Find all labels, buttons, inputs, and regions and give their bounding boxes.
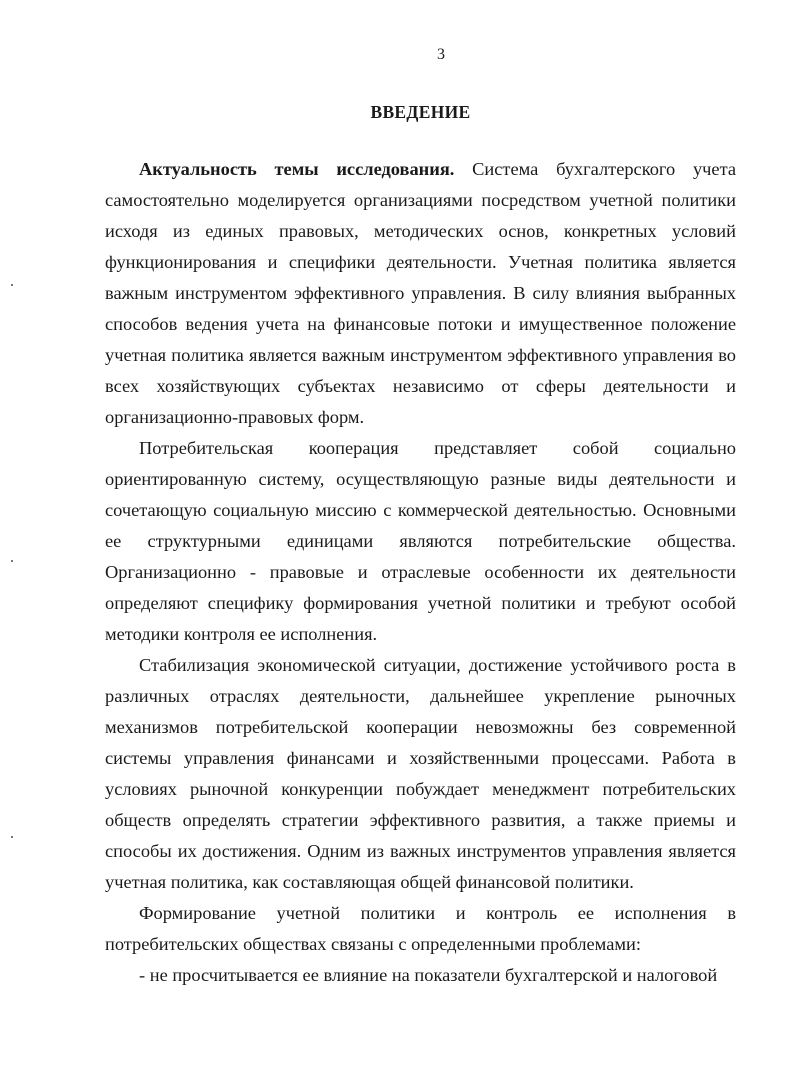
scan-margin-mark xyxy=(11,560,13,562)
paragraph-text: Система бухгалтерского учета самостоятельно моделируется организациями посредством учетной политики исходя из единых правовых, методических основ, конкретных условий функционирования и специфики деятельности. Учетная политика является важным инструментом эффективного управления. В силу влияния выбранных способов ведения учета на финансовые потоки и имущественное положение учетная политика является важным инструментом эффективного управления во всех хозяйствующих субъектах независимо от сферы деятельности и организационно-правовых форм. xyxy=(105,159,736,427)
list-item-text: - не просчитывается ее влияние на показатели бухгалтерской и налоговой xyxy=(139,965,718,985)
list-item xyxy=(105,960,736,991)
body-text xyxy=(105,154,736,991)
paragraph-problems xyxy=(105,898,736,960)
paragraph-cooperation xyxy=(105,433,736,650)
scan-margin-mark xyxy=(11,836,13,838)
paragraph-lead: Актуальность темы исследования. xyxy=(139,159,455,179)
page-number: 3 xyxy=(437,46,445,63)
section-heading: ВВЕДЕНИЕ xyxy=(370,102,471,122)
paragraph-text: Потребительская кооперация представляет собой социально ориентированную систему, осуществляющую разные виды деятельности и сочетающую социальную миссию с коммерческой деятельностью. Основными ее структурными единицами являются потребительские общества. Организационно - правовые и отраслевые особенности их деятельности определяют специфику формирования учетной политики и требуют особой методики контроля ее исполнения. xyxy=(105,438,736,644)
paragraph-text: Формирование учетной политики и контроль ее исполнения в потребительских обществах связаны с определенными проблемами: xyxy=(105,903,736,954)
paragraph-relevance xyxy=(105,154,736,433)
paragraph-stabilization xyxy=(105,650,736,898)
paragraph-text: Стабилизация экономической ситуации, достижение устойчивого роста в различных отраслях деятельности, дальнейшее укрепление рыночных механизмов потребительской кооперации невозможны без современной системы управления финансами и хозяйственными процессами. Работа в условиях рыночной конкуренции побуждает менеджмент потребительских обществ определять стратегии эффективного развития, а также приемы и способы их достижения. Одним из важных инструментов управления является учетная политика, как составляющая общей финансовой политики. xyxy=(105,655,736,892)
scan-margin-mark xyxy=(11,284,13,286)
